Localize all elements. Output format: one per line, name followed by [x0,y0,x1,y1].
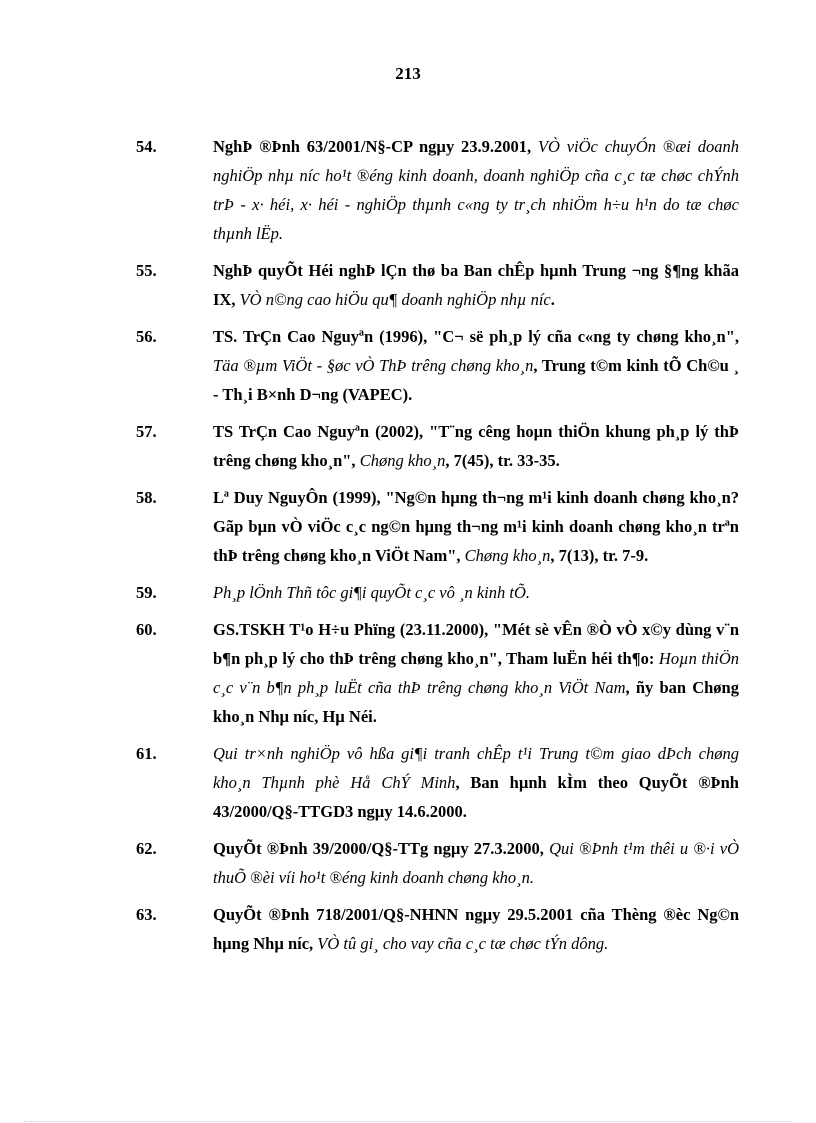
reference-title-italic: Qui ®Þnh t¹m thêi u ®·i vÒ thuÕ ®èi víi ho¹t ®éng kinh doanh chøng kho¸n. [213,839,739,887]
reference-number: 63. [136,905,157,924]
reference-text [213,615,739,731]
reference-number: 54. [136,137,157,156]
reference-text-segment: , Trung t©m kinh tÕ Ch©u ¸ - Th¸i B×nh D¬ng (VAPEC). [213,356,739,404]
reference-title-italic: Qui tr×nh nghiÖp vô hßa gi¶i tranh chÊp t¹i Trung t©m giao dÞch chøng kho¸n Thµnh phè Hå ChÝ Minh [213,744,739,792]
reference-text-segment: QuyÕt ®Þnh 39/2000/Q§-TTg ngµy 27.3.2000, [213,839,550,858]
reference-title-italic: Hoµn thiÖn c¸c v¨n b¶n ph¸p luËt cña thÞ trêng chøng kho¸n ViÖt Nam [213,649,739,697]
reference-item [136,834,739,892]
reference-item [136,132,739,248]
reference-text [213,578,739,607]
page-number: 213 [395,64,421,83]
reference-title-italic: Chøng kho¸n [359,451,446,470]
reference-title-italic: VÒ n©ng cao hiÖu qu¶ doanh nghiÖp nhµ níc [239,290,551,309]
reference-item [136,739,739,826]
reference-title-italic: Chøng kho¸n [464,546,551,565]
reference-item [136,615,739,731]
reference-number: 58. [136,488,157,507]
reference-title-italic: VÒ viÖc chuyÓn ®æi doanh nghiÖp nhµ níc ho¹t ®éng kinh doanh, doanh nghiÖp cña c¸c tæ chøc chÝnh trÞ - x· héi, x· héi - nghiÖp thµnh c«ng ty tr¸ch nhiÖm h÷u h¹n do tæ chøc thµnh lËp. [213,137,739,243]
reference-number: 55. [136,261,157,280]
reference-text [213,483,739,570]
reference-text-segment: TS. TrÇn Cao Nguyªn (1996), "C¬ së ph¸p lý cña c«ng ty chøng kho¸n", [213,327,739,346]
reference-text-segment: , Ban hµnh kÌm theo QuyÕt ®Þnh 43/2000/Q§-TTGD3 ngµy 14.6.2000. [213,773,739,821]
reference-item [136,483,739,570]
reference-text-segment: . [550,290,555,309]
reference-text [213,322,739,409]
reference-item [136,322,739,409]
reference-text [213,739,739,826]
reference-title-italic: Ph¸p lÖnh Thñ tôc gi¶i quyÕt c¸c vô ¸n kinh tÕ. [213,583,531,602]
reference-text [213,900,739,958]
reference-item [136,900,739,958]
reference-number: 60. [136,620,157,639]
reference-number: 59. [136,583,157,602]
page-bottom-divider [24,1121,792,1122]
reference-number: 56. [136,327,157,346]
reference-text-segment: TS TrÇn Cao Nguyªn (2002), "T¨ng cêng hoµn thiÖn khung ph¸p lý thÞ trêng chøng kho¸n", [213,422,739,470]
reference-text [213,132,739,248]
reference-number: 57. [136,422,157,441]
reference-number: 62. [136,839,157,858]
reference-list [136,132,739,966]
reference-text-segment: QuyÕt ®Þnh 718/2001/Q§-NHNN ngµy 29.5.2001 cña Thèng ®èc Ng©n hµng Nhµ níc, [213,905,739,953]
reference-text-segment: GS.TSKH T¹o H÷u Phïng (23.11.2000), "Mét sè vÊn ®Ò vÒ x©y dùng v¨n b¶n ph¸p lý cho thÞ trêng chøng kho¸n", Tham luËn héi th¶o: [213,620,739,668]
reference-text-segment: , ñy ban Chøng kho¸n Nhµ níc, Hµ Néi. [213,678,739,726]
reference-title-italic: VÒ tû gi¸ cho vay cña c¸c tæ chøc tÝn dông. [317,934,609,953]
reference-title-italic: Täa ®µm ViÖt - §øc vÒ ThÞ trêng chøng kho¸n [213,356,534,375]
reference-item [136,256,739,314]
reference-text [213,834,739,892]
reference-item [136,578,739,607]
reference-text-segment: , 7(13), tr. 7-9. [550,546,649,565]
reference-number: 61. [136,744,157,763]
reference-text-segment: NghÞ ®Þnh 63/2001/N§-CP ngµy 23.9.2001, [213,137,538,156]
reference-text-segment: Lª Duy NguyÔn (1999), "Ng©n hµng th¬ng m¹i kinh doanh chøng kho¸n? Gãp bµn vÒ viÖc c¸c ng©n hµng th¬ng m¹i kinh doanh chøng kho¸n trªn thÞ trêng chøng kho¸n ViÖt Nam", [213,488,739,565]
reference-text [213,256,739,314]
reference-item [136,417,739,475]
reference-text [213,417,739,475]
reference-text-segment: , 7(45), tr. 33-35. [445,451,560,470]
reference-text-segment: NghÞ quyÕt Héi nghÞ lÇn thø ba Ban chÊp hµnh Trung ¬ng §¶ng khãa IX, [213,261,739,309]
